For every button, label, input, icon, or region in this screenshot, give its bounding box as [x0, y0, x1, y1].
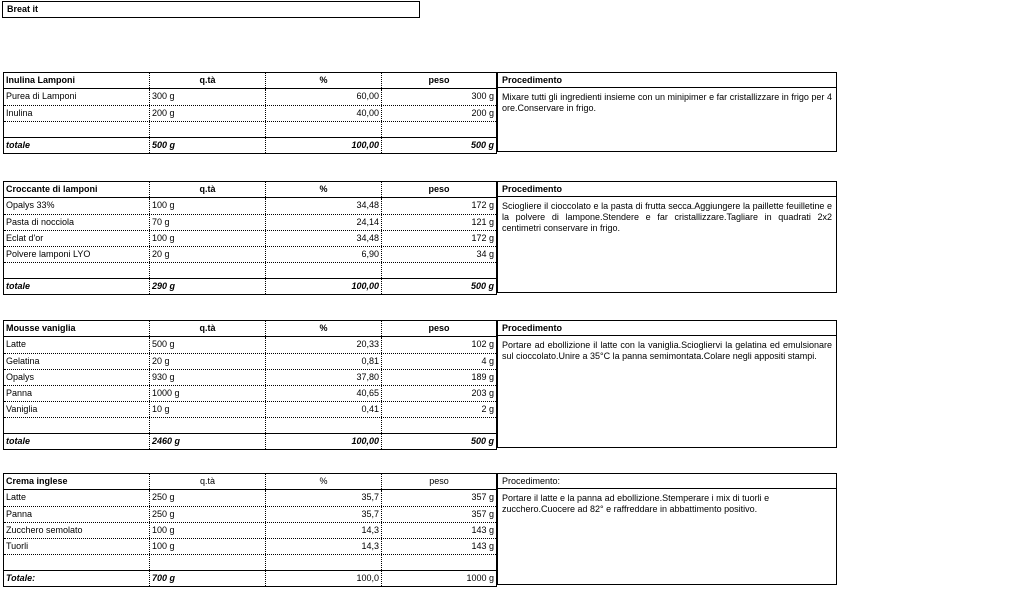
column-header: q.tà — [150, 474, 266, 489]
document-title: Breat it — [2, 1, 420, 18]
ingredient-weight — [382, 263, 496, 278]
ingredient-percent: 14,3 — [266, 539, 382, 554]
ingredient-name: Panna — [4, 386, 150, 401]
column-header: % — [266, 474, 382, 489]
ingredient-percent: 14,3 — [266, 523, 382, 538]
ingredient-percent: 34,48 — [266, 198, 382, 214]
ingredient-percent: 35,7 — [266, 490, 382, 506]
ingredient-quantity: 1000 g — [150, 386, 266, 401]
ingredient-percent: 40,00 — [266, 106, 382, 121]
table-row — [4, 262, 496, 278]
ingredient-weight: 357 g — [471, 492, 494, 502]
column-header: q.tà — [150, 73, 266, 88]
ingredient-name: Inulina — [4, 106, 150, 121]
table-row — [4, 337, 496, 353]
ingredient-percent: 20,33 — [266, 337, 382, 353]
column-header: peso — [428, 75, 450, 85]
table-row — [4, 554, 496, 570]
ingredient-percent — [266, 263, 382, 278]
total-row — [4, 433, 496, 449]
total-percent: 100,0 — [266, 571, 382, 586]
total-quantity: 290 g — [150, 279, 266, 294]
total-percent: 100,00 — [266, 434, 382, 449]
ingredient-name — [4, 122, 150, 137]
ingredient-quantity: 300 g — [150, 89, 266, 105]
total-percent: 100,00 — [266, 138, 382, 153]
ingredient-quantity: 100 g — [150, 523, 266, 538]
ingredient-weight: 34 g — [476, 249, 494, 259]
ingredient-percent: 37,80 — [266, 370, 382, 385]
table-row — [4, 198, 496, 214]
ingredient-quantity: 10 g — [150, 402, 266, 417]
ingredient-percent: 34,48 — [266, 231, 382, 246]
ingredient-quantity — [150, 418, 266, 433]
ingredient-quantity: 100 g — [150, 539, 266, 554]
ingredient-name — [4, 555, 150, 570]
total-percent: 100,00 — [266, 279, 382, 294]
column-header: q.tà — [150, 182, 266, 197]
ingredient-quantity: 250 g — [150, 507, 266, 522]
total-weight: 500 g — [470, 436, 494, 446]
ingredient-weight: 172 g — [471, 233, 494, 243]
ingredient-percent: 6,90 — [266, 247, 382, 262]
ingredient-name: Zucchero semolato — [4, 523, 150, 538]
ingredient-name: Polvere lamponi LYO — [4, 247, 150, 262]
ingredient-table — [3, 473, 497, 587]
ingredient-weight: 2 g — [481, 404, 494, 414]
procedure-header: Procedimento — [497, 320, 837, 336]
ingredient-quantity — [150, 263, 266, 278]
ingredient-percent: 35,7 — [266, 507, 382, 522]
column-header: peso — [429, 476, 449, 486]
table-row — [4, 506, 496, 522]
procedure-text: Portare ad ebollizione il latte con la vaniglia.Sciogliervi la gelatina ed emulsionare sul cioccolato.Unire a 35°C la panna semimontata.Colare negli appositi stampi. — [497, 336, 837, 448]
total-row — [4, 137, 496, 153]
ingredient-percent — [266, 555, 382, 570]
section-name: Croccante di lamponi — [4, 182, 150, 197]
ingredient-percent — [266, 418, 382, 433]
ingredient-percent — [266, 122, 382, 137]
ingredient-name: Purea di Lamponi — [4, 89, 150, 105]
ingredient-table — [3, 181, 497, 295]
ingredient-quantity — [150, 555, 266, 570]
ingredient-name: Opalys — [4, 370, 150, 385]
column-header: % — [266, 73, 382, 88]
ingredient-quantity: 100 g — [150, 198, 266, 214]
ingredient-weight: 203 g — [471, 388, 494, 398]
ingredient-table — [3, 320, 497, 450]
total-label: totale — [4, 434, 150, 449]
ingredient-weight: 172 g — [471, 200, 494, 210]
ingredient-name: Eclat d'or — [4, 231, 150, 246]
ingredient-weight: 300 g — [471, 91, 494, 101]
total-quantity: 500 g — [150, 138, 266, 153]
ingredient-table — [3, 72, 497, 154]
ingredient-percent: 40,65 — [266, 386, 382, 401]
table-header-row — [4, 73, 496, 89]
ingredient-weight: 121 g — [471, 217, 494, 227]
table-row — [4, 121, 496, 137]
ingredient-percent: 24,14 — [266, 215, 382, 230]
table-row — [4, 401, 496, 417]
total-weight: 1000 g — [466, 573, 494, 583]
section-name: Mousse vaniglia — [4, 321, 150, 336]
table-row — [4, 353, 496, 369]
ingredient-percent: 0,41 — [266, 402, 382, 417]
total-label: totale — [4, 279, 150, 294]
section-name: Crema inglese — [4, 474, 150, 489]
ingredient-quantity: 200 g — [150, 106, 266, 121]
ingredient-quantity: 930 g — [150, 370, 266, 385]
column-header: peso — [428, 184, 450, 194]
total-quantity: 700 g — [150, 571, 266, 586]
table-row — [4, 369, 496, 385]
ingredient-name: Panna — [4, 507, 150, 522]
ingredient-weight — [382, 122, 496, 137]
column-header: % — [266, 321, 382, 336]
total-quantity: 2460 g — [150, 434, 266, 449]
ingredient-quantity: 70 g — [150, 215, 266, 230]
column-header: % — [266, 182, 382, 197]
procedure-text: Portare il latte e la panna ad ebollizione.Stemperare i mix di tuorli e zucchero.Cuocere ad 82° e raffreddare in abbattimento positivo. — [497, 489, 837, 585]
column-header: peso — [428, 323, 450, 333]
ingredient-name: Pasta di nocciola — [4, 215, 150, 230]
total-weight: 500 g — [470, 281, 494, 291]
table-row — [4, 246, 496, 262]
ingredient-quantity: 250 g — [150, 490, 266, 506]
table-row — [4, 538, 496, 554]
table-header-row — [4, 474, 496, 490]
ingredient-name: Latte — [4, 490, 150, 506]
ingredient-percent: 0,81 — [266, 354, 382, 369]
table-row — [4, 105, 496, 121]
procedure-header: Procedimento — [497, 181, 837, 197]
ingredient-weight: 4 g — [481, 356, 494, 366]
ingredient-percent: 60,00 — [266, 89, 382, 105]
ingredient-name: Latte — [4, 337, 150, 353]
procedure-text: Sciogliere il cioccolato e la pasta di frutta secca.Aggiungere la paillette feuilletine e la polvere di lampone.Stendere e far cristallizzare.Tagliare in quadrati 2x2 centimetri conservare in frigo. — [497, 197, 837, 293]
total-row — [4, 570, 496, 586]
table-header-row — [4, 321, 496, 337]
total-label: totale — [4, 138, 150, 153]
procedure-header: Procedimento: — [497, 473, 837, 489]
ingredient-weight: 102 g — [471, 339, 494, 349]
ingredient-quantity: 20 g — [150, 247, 266, 262]
ingredient-weight: 357 g — [471, 509, 494, 519]
ingredient-quantity: 500 g — [150, 337, 266, 353]
table-row — [4, 230, 496, 246]
total-row — [4, 278, 496, 294]
ingredient-name: Tuorli — [4, 539, 150, 554]
table-row — [4, 89, 496, 105]
ingredient-name: Vaniglia — [4, 402, 150, 417]
ingredient-name: Opalys 33% — [4, 198, 150, 214]
ingredient-name: Gelatina — [4, 354, 150, 369]
table-row — [4, 490, 496, 506]
ingredient-weight: 200 g — [471, 108, 494, 118]
total-weight: 500 g — [470, 140, 494, 150]
ingredient-quantity: 20 g — [150, 354, 266, 369]
table-row — [4, 522, 496, 538]
ingredient-name — [4, 418, 150, 433]
ingredient-weight — [382, 555, 496, 570]
table-row — [4, 417, 496, 433]
table-row — [4, 214, 496, 230]
procedure-text: Mixare tutti gli ingredienti insieme con un minipimer e far cristallizzare in frigo per 4 ore.Conservare in frigo. — [497, 88, 837, 152]
ingredient-quantity — [150, 122, 266, 137]
ingredient-weight: 143 g — [471, 541, 494, 551]
ingredient-quantity: 100 g — [150, 231, 266, 246]
table-row — [4, 385, 496, 401]
ingredient-weight: 143 g — [471, 525, 494, 535]
section-name: Inulina Lamponi — [4, 73, 150, 88]
ingredient-weight — [382, 418, 496, 433]
ingredient-name — [4, 263, 150, 278]
total-label: Totale: — [4, 571, 150, 586]
column-header: q.tà — [150, 321, 266, 336]
ingredient-weight: 189 g — [471, 372, 494, 382]
table-header-row — [4, 182, 496, 198]
procedure-header: Procedimento — [497, 72, 837, 88]
